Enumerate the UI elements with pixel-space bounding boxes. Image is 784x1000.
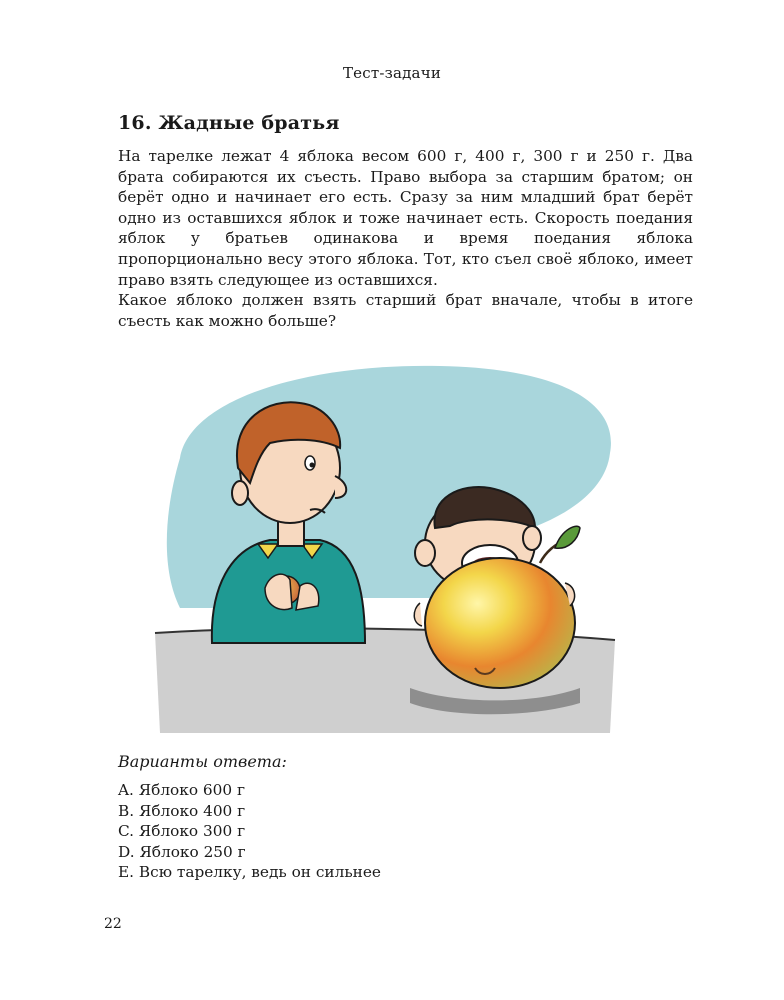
page-number: 22 (104, 916, 122, 932)
problem-question: Какое яблоко должен взять старший брат вначале, чтобы в итоге съесть как можно больше? (118, 291, 693, 330)
problem-title: 16. Жадные братья (118, 112, 340, 134)
illustration (150, 358, 620, 733)
answers-heading: Варианты ответа: (118, 752, 287, 771)
answer-option-a: A. Яблоко 600 г (118, 781, 245, 799)
answer-option-e: E. Всю тарелку, ведь он сильнее (118, 863, 381, 882)
problem-paragraph: На тарелке лежат 4 яблока весом 600 г, 400 г, 300 г и 250 г. Два брата собираются их съесть. Право выбора за старшим братом; он берёт одно и начинает его есть. Сразу за ним младший брат берёт одно из оставшихся яблок и тоже начинает есть. Скорость поедания яблок у братьев одинакова и время поедания яблока пропорционально весу этого яблока. Тот, кто съел своё яблоко, имеет право взять следующее из оставшихся. (118, 147, 693, 289)
answer-option-b: B. Яблоко 400 г (118, 801, 246, 820)
answer-options (118, 780, 381, 883)
answer-option-d: D. Яблоко 250 г (118, 842, 246, 861)
problem-text (118, 146, 693, 331)
running-head: Тест-задачи (342, 64, 442, 82)
answer-option-c: C. Яблоко 300 г (118, 822, 246, 841)
